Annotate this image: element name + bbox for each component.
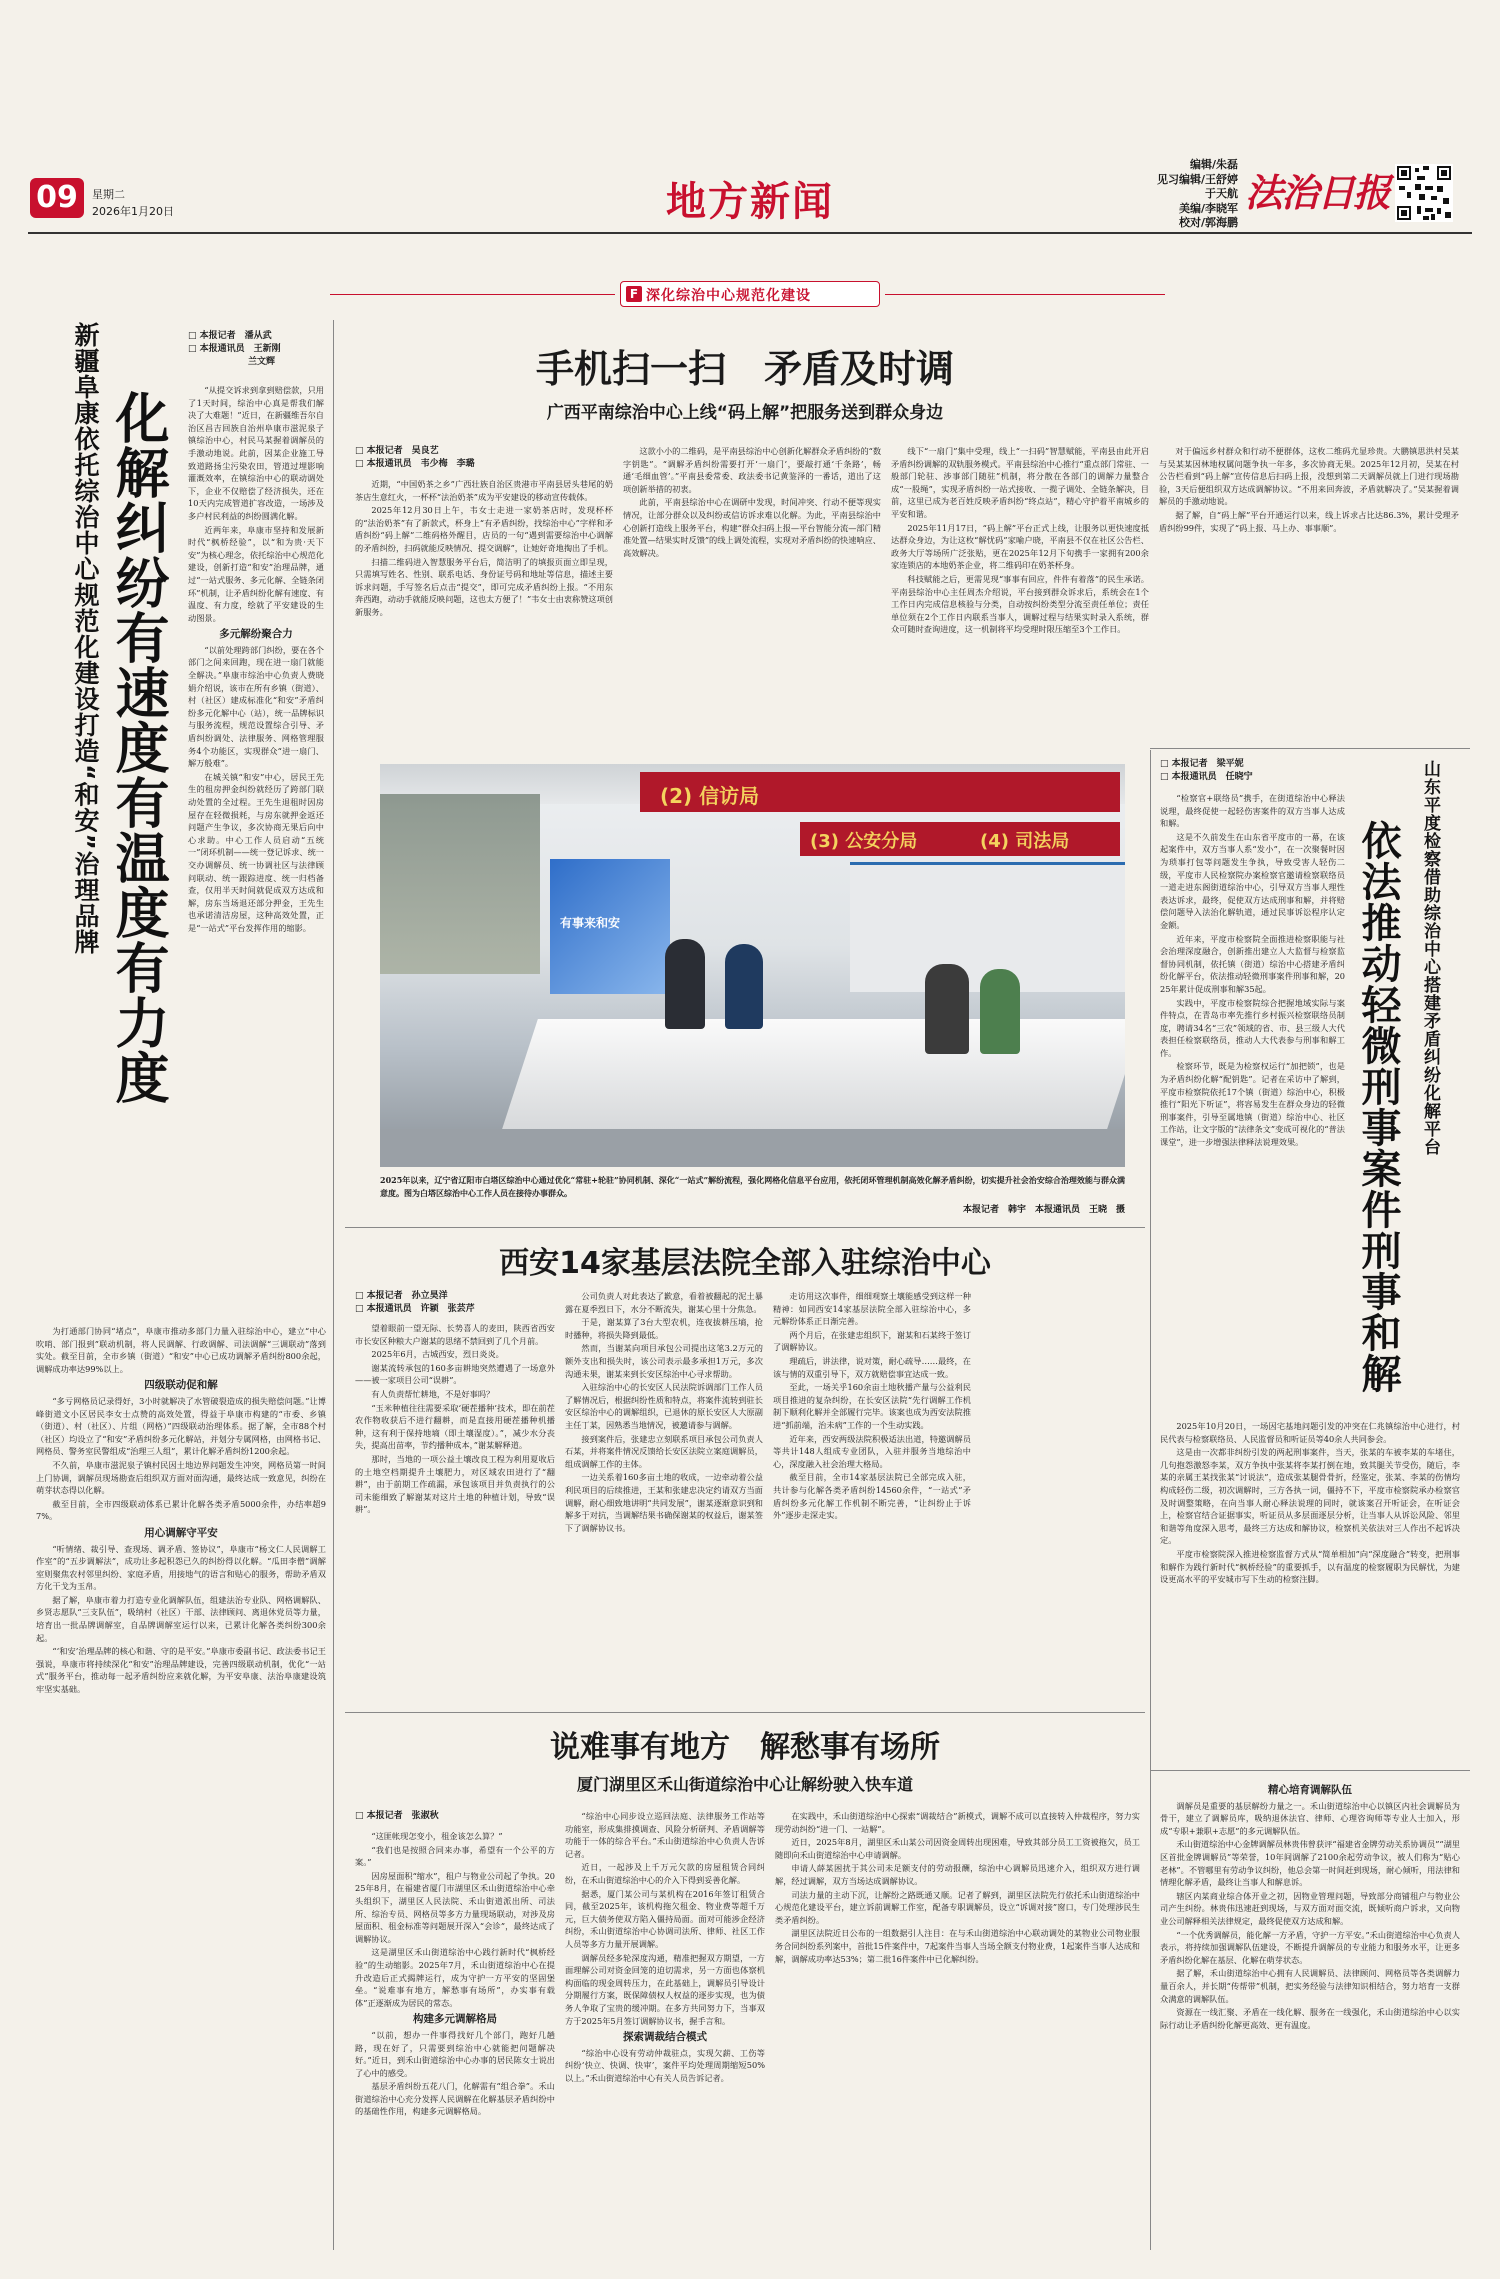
window-panel bbox=[380, 794, 540, 974]
subheading: 构建多元调解格局 bbox=[413, 2013, 497, 2026]
article1-col2 bbox=[36, 1325, 326, 2250]
article4-col3 bbox=[773, 1290, 971, 1702]
sign-text: (4) 司法局 bbox=[980, 831, 1070, 852]
byline-line: □ 本报通讯员 韦少梅 李璐 bbox=[355, 459, 475, 469]
paragraph: “以前，想办一件事得找好几个部门，跑好几趟路，现在好了，只需要到综治中心就能把问题解决好。”近日，到禾山街道综治中心办事的居民陈女士说出了心中的感受。 bbox=[355, 2029, 555, 2078]
editor-line: 校对/郭海鹏 bbox=[1178, 216, 1238, 229]
article3-col2 bbox=[1160, 1420, 1460, 1770]
paragraph: 不久前，阜康市滋泥泉子镇村民因土地边界问题发生冲突，网格员第一时间上门协调，调解员现场勘查后组织双方面对面沟通，最终达成一致意见，纠纷在萌芽状态得以化解。 bbox=[36, 1459, 326, 1496]
header-rule bbox=[28, 232, 1472, 234]
wall-slogan: 有事来和安 bbox=[560, 916, 621, 930]
paragraph: 截至目前，全市四级联动体系已累计化解各类矛盾5000余件，办结率超97%。 bbox=[36, 1498, 326, 1522]
paragraph: “以前处理跨部门纠纷，要在各个部门之间来回跑，现在进一扇门就能全解决。”阜康市综治中心负责人费晓娟介绍说，该市在所有乡镇（街道）、村（社区）建成标准化“和安”矛盾纠纷多元化解中心（站），统一品牌标识与服务流程，规范设置综合引导、矛盾纠纷调处、法律服务、网格管理服务4个功能区，实现群众“进一扇门、解万般难”。 bbox=[188, 644, 324, 769]
paragraph: 截至目前，全市14家基层法院已全部完成入驻，共计参与化解各类矛盾纠纷14560余件，“一站式”矛盾纠纷多元化解工作机制不断完善，“让纠纷止于诉外”逐步走深走实。 bbox=[773, 1472, 971, 1521]
article1-title: 化解纠纷有速度有温度有力度 bbox=[107, 390, 170, 1105]
paragraph: 司法力量的主动下沉，让解纷之路既通又顺。记者了解到，湖里区法院先行依托禾山街道综治中心规范化建设平台，建立诉前调解工作室，配备专职调解员，设立“诉调对接”窗口，专门处理涉民生类矛盾纠纷。 bbox=[775, 1889, 1140, 1925]
paragraph: 检察环节，既是为检察权运行“加把锁”，也是为矛盾纠纷化解“配钥匙”。记者在采访中了解到，平度市检察院依托17个镇（街道）综治中心，积极推行“阳光下听证”，将容易发生在群众身边的轻微刑事案件，引导至属地镇（街道）综治中心、社区工作站，让文字版的“法律条文”变成可视化的“普法课堂”，进一步增强法律释法说理效果。 bbox=[1160, 1061, 1345, 1148]
paragraph: 于是，谢某算了3台大型农机，连夜拔耕压墒，抢时播种，将损失降到最低。 bbox=[565, 1317, 763, 1340]
paragraph: 近日，一起涉及上千万元欠款的房屋租赁合同纠纷，在禾山街道综治中心的介入下得到妥善化解。 bbox=[565, 1862, 765, 1885]
section-rule bbox=[1150, 748, 1470, 749]
editor-credits bbox=[1108, 158, 1238, 231]
news-photo bbox=[380, 764, 1125, 1167]
article4-byline bbox=[355, 1290, 535, 1316]
editor-line: 美编/李晓军 bbox=[1178, 201, 1238, 215]
paragraph: 然而，当谢某向项目承包公司提出这笔3.2万元的额外支出和损失时，该公司表示最多承担1万元，多次沟通未果，谢某来到长安区综治中心寻求帮助。 bbox=[565, 1343, 763, 1379]
article2-col2 bbox=[623, 445, 881, 748]
byline-line: □ 本报记者 梁平妮 bbox=[1160, 759, 1244, 769]
paragraph: 那时，当地的一项公益土壤改良工程为利用夏收后的土地空档期提升土壤肥力，对区域农田进行了“翻耕”，由于前期工作疏漏，承包该项目并负责执行的公司未能细致了解谢某对这片土地的种植计划，导致“误耕”。 bbox=[355, 1453, 555, 1515]
byline-line: □ 本报记者 张淑秋 bbox=[355, 1811, 439, 1821]
paragraph: 对于偏远乡村群众和行动不便群体，这枚二维码尤显珍贵。大鹏镇思洪村吴某与吴某某因林地权属问题争执一年多，多次协商无果。2025年12月初，吴某在村公告栏看到“码上解”宣传信息后扫码上报，没想到第二天调解员就上门进行现场勘验，3天后便组织双方达成调解协议。“不用来回奔波，矛盾就解决了。”吴某握着调解员的手激动地说。 bbox=[1159, 446, 1459, 507]
paragraph: 湖里区法院近日公布的一组数据引人注目：在与禾山街道综治中心联动调处的某物业公司物业服务合同纠纷系列案中，首批15件案件中，7起案件当事人当场全额支付物业费，1起案件当事人达成和解，调解成功率达53%；第二批16件案件中已化解纠纷。 bbox=[775, 1928, 1140, 1964]
paragraph: 调解员是重要的基层解纷力量之一。禾山街道综治中心以镇区内社会调解员为骨干，建立了调解员库，吸纳退休法官、律师、心理咨询师等专业人士加入，形成“专职+兼职+志愿”的多元调解队伍。 bbox=[1160, 1800, 1460, 1836]
paragraph: 调解员经多轮深度沟通，精准把握双方期望，一方面理解公司对资金回笼的迫切需求，另一方面也体察机构面临的现金周转压力，在此基础上，调解员引导设计分期履行方案，既保障债权人权益的逐步实现，也为债务人争取了宝贵的缓冲期。在多方共同努力下，当事双方于2025年5月签订调解协议书，握手言和。 bbox=[565, 1952, 765, 2026]
article4-spill bbox=[981, 1290, 1141, 1702]
paragraph: 辖区内某商业综合体开业之初，因物业管理问题，导致部分商铺租户与物业公司产生纠纷。林贵伟迅速赶到现场，与双方面对面交流，既倾听商户诉求，又向物业公司解释相关法律规定，最终促使双方达成和解。 bbox=[1160, 1890, 1460, 1926]
column-divider bbox=[1150, 750, 1151, 2250]
section-title: 地方新闻 bbox=[666, 179, 834, 225]
banner-icon: F bbox=[626, 286, 642, 302]
person bbox=[665, 939, 705, 1029]
column-divider bbox=[333, 320, 334, 2250]
paragraph: 近日，2025年8月，湖里区禾山某公司因资金周转出现困难，导致其部分员工工资被拖欠，员工随即向禾山街道综治中心申请调解。 bbox=[775, 1837, 1140, 1860]
subheading: 多元解纷聚合力 bbox=[219, 628, 293, 641]
article3-title: 依法推动轻微刑事案件刑事和解 bbox=[1355, 820, 1401, 1394]
person bbox=[725, 944, 763, 1029]
paragraph: 近年来，西安两级法院积极适法出道，特邀调解员等共计148人组成专业团队，入驻并服务当地综治中心，深度融入社会治理大格局。 bbox=[773, 1433, 971, 1469]
paragraph: 据了解，禾山街道综治中心拥有人民调解员、法律顾问、网格员等各类调解力量百余人，并长期“传帮带”机制，把实务经验与法律知识相结合，努力培育一支群众满意的调解队伍。 bbox=[1160, 1968, 1460, 2004]
byline-line: □ 本报记者 潘从武 bbox=[188, 331, 272, 341]
byline-line: □ 本报记者 吴良艺 bbox=[355, 446, 439, 456]
article2-col4 bbox=[1159, 445, 1459, 748]
article5-title: 说难事有地方 解愁事有场所 bbox=[550, 1730, 940, 1765]
paragraph: 这款小小的二维码，是平南县综治中心创新化解群众矛盾纠纷的“数字钥匙”。“调解矛盾纠纷需要打开‘一扇门’，要敲打通‘千条路’，畅通‘毛细血管’。”平南县委常委、政法委书记黄鉴泽的一番话，道出了这项创新举措的初衷。 bbox=[623, 446, 881, 494]
paragraph: 这是湖里区禾山街道综治中心践行新时代“枫桥经验”的生动缩影。2025年7月，禾山街道综治中心在提升改造后正式揭牌运行，成为守护一方平安的坚固堡垒。“说难事有地方，解愁事有场所”，办实事有载体”正逐渐成为居民的常态。 bbox=[355, 1947, 555, 2008]
banner-rule-left bbox=[330, 294, 615, 295]
byline-line: 兰文辉 bbox=[248, 357, 276, 367]
article4-col1 bbox=[355, 1322, 555, 1702]
byline-line: □ 本报通讯员 王新刚 bbox=[188, 344, 281, 354]
paragraph: 基层矛盾纠纷五花八门，化解需有“组合拳”。禾山街道综治中心充分发挥人民调解在化解基层矛盾纠纷中的基础性作用，构建多元调解格局。 bbox=[355, 2081, 555, 2117]
article2-col3 bbox=[891, 445, 1149, 748]
issue-date: 2026年1月20日 bbox=[92, 205, 174, 218]
paragraph: 线下“一扇门”集中受理，线上“一扫码”智慧赋能，平南县由此开启矛盾纠纷调解的双轨服务模式。平南县综治中心推行“重点部门常驻、一般部门轮驻、涉事部门随驻”机制，将分散在各部门的调解力量整合成“一股绳”，实现矛盾纠纷一站式接收、一揽子调处、全链条解决，目前，这里已成为老百姓反映矛盾纠纷“终点站”，精心守护着平南城乡的平安和谐。 bbox=[891, 446, 1149, 519]
masthead: 法治日报 bbox=[1245, 170, 1390, 215]
paragraph: 近年来，平度市检察院全面推进检察职能与社会治理深度融合，创新推出建立人大监督与检察监督协同机制，依托镇（街道）综治中心搭建矛盾纠纷化解平台，依法推动轻微刑事案件刑事和解，2025年累计促成刑事和解35起。 bbox=[1160, 933, 1345, 994]
editor-line: 于天航 bbox=[1205, 187, 1238, 200]
paragraph: 这是不久前发生在山东省平度市的一幕，在该起案件中，双方当事人系“发小”，在一次聚餐时因为琐事打包等问题发生争执，导致受害人轻伤二级，平度市人民检察院办案检察官邀请检察联络员一道走进东阁街道综治中心，引导双方当事人理性表达诉求，最终，促使双方达成刑事和解，并将赔偿问题导入法治化解轨道，通过民事诉讼程序认定金额。 bbox=[1160, 831, 1345, 930]
paragraph: 为打通部门协同“堵点”，阜康市推动多部门力量入驻综治中心，建立“中心吹哨、部门报到”联动机制，将人民调解、行政调解、司法调解“三调联动”落到实处。截至目前，全市乡镇（街道）“和安”中心已成功调解矛盾纠纷800余起，调解成功率达99%以上。 bbox=[36, 1326, 326, 1374]
byline-line: □ 本报通讯员 任晓宁 bbox=[1160, 772, 1253, 782]
paragraph: 此前，平南县综治中心在调研中发现，时间冲突、行动不便等现实情况，让部分群众以及纠纷或信访诉求难以化解。为此，平南县综治中心创新打造线上服务平台，构建“群众扫码上报—平台智能分流—部门精准处置—结果实时反馈”的线上调处流程，实现对矛盾纠纷的快速响应、高效解决。 bbox=[623, 497, 881, 558]
subheading: 四级联动促和解 bbox=[144, 1379, 218, 1392]
paragraph: 2025年11月17日，“码上解”平台正式上线，让服务以更快速度抵达群众身边，为让这枚“解忧码”家喻户晓，平南县不仅在社区公告栏、政务大厅等场所广泛张贴，更在2025年12月下旬携手一家拥有200余家连锁店的本地奶茶企业，将二维码印在奶茶杯身。 bbox=[891, 522, 1149, 571]
floor bbox=[380, 1129, 1125, 1167]
paragraph: 两个月后，在张建忠组织下，谢某和石某终于签订了调解协议。 bbox=[773, 1329, 971, 1353]
paragraph: 禾山街道综治中心金牌调解员林贵伟曾获评“福建省金牌劳动关系协调员”“湖里区首批金牌调解员”等荣誉，10年间调解了2100余起劳动争议，被人们称为“贴心老林”。不管哪里有劳动争议纠纷，他总会第一时间赶到现场，耐心倾听，用法律和情理化解矛盾，最终让当事人和解息诉。 bbox=[1160, 1839, 1460, 1888]
article5-col3 bbox=[775, 1810, 1140, 2250]
paragraph: “玉米种植往往需要采取‘硬茬播种’技术，即在前茬农作物收获后不进行翻耕，而是直接用硬茬播种机播种，这有利于保持地墒（即土壤湿度）。”，减少水分丧失，提高出苗率，节约播种成本，”谢某解释道。 bbox=[355, 1402, 555, 1451]
paragraph: 据悉，厦门某公司与某机构在2016年签订租赁合同，截至2025年，该机构拖欠租金、物业费等超千万元，巨大债务使双方陷入僵持局面。面对可能涉企经济纠纷，禾山街道综治中心协调司法所、律师、社区工作人员等多方力量开展调解。 bbox=[565, 1888, 765, 1949]
article5-subtitle: 厦门湖里区禾山街道综治中心让解纷驶入快车道 bbox=[576, 1775, 913, 1794]
paragraph: 2025年10月20日，一场因宅基地问题引发的冲突在仁兆镇综治中心进行，村民代表与检察联络员、人民监督员和听证员等40余人共同参会。 bbox=[1160, 1421, 1460, 1444]
paragraph: 资源在一线汇聚、矛盾在一线化解、服务在一线强化，禾山街道综治中心以实际行动让矛盾纠纷化解更高效、更有温度。 bbox=[1160, 2007, 1460, 2030]
article3-subtitle: 山东平度检察借助综治中心搭建矛盾纠纷化解平台 bbox=[1420, 760, 1440, 1156]
article5-col4 bbox=[1160, 1780, 1460, 2250]
paragraph: 平度市检察院深入推进检察监督方式从“简单相加”向“深度融合”转变，把刑事和解作为践行新时代“枫桥经验”的重要抓手，以有温度的检察履职为民解忧，为建设更高水平的平安城市写下生动的检察注脚。 bbox=[1160, 1548, 1460, 1585]
section-rule bbox=[1150, 1770, 1470, 1771]
qr-code-icon bbox=[1395, 164, 1453, 222]
person bbox=[925, 964, 969, 1054]
paragraph: “综治中心同步设立巡回法庭、法律服务工作站等功能室，形成集排摸调查、风险分析研判、矛盾调解等功能于一体的综合平台。”禾山街道综治中心负责人告诉记者。 bbox=[565, 1811, 765, 1859]
subheading: 用心调解守平安 bbox=[144, 1526, 218, 1539]
weekday: 星期二 bbox=[92, 188, 125, 201]
paragraph: 公司负责人对此表达了歉意，看着被翻起的泥土暴露在夏季烈日下，水分不断流失，谢某心里十分焦急。 bbox=[565, 1291, 763, 1314]
byline-line: □ 本报记者 孙立昊洋 bbox=[355, 1291, 448, 1301]
paragraph: 接到案件后，张建忠立刻联系项目承包公司负责人石某，并将案件情况反馈给长安区法院立案庭调解员，组成调解工作的主体。 bbox=[565, 1433, 763, 1469]
article5-byline bbox=[355, 1810, 535, 1823]
photo-credit: 本报记者 韩宇 本报通讯员 王晓 摄 bbox=[962, 1205, 1125, 1215]
paragraph: 至此，一场关乎160余亩土地秋播产量与公益利民项目推进的复杂纠纷，在长安区法院“先行调解工作机制下顺利化解并全部履行完毕。该案也成为西安法院推进“抓前端，治未病”工作的一个生动实践。 bbox=[773, 1382, 971, 1430]
paragraph: 在实践中，禾山街道综治中心探索“调裁结合”新模式，调解不成可以直接转入仲裁程序，努力实现劳动纠纷“进一门、一站解”。 bbox=[775, 1811, 1140, 1834]
editor-line: 编辑/朱磊 bbox=[1189, 158, 1238, 171]
article3-col1 bbox=[1160, 792, 1345, 1412]
article1-byline bbox=[188, 330, 328, 369]
paragraph: 理疏后，讲法律，说对策，耐心疏导……最终，在该与情的双重引导下，双方就赔偿事宜达成一致。 bbox=[773, 1355, 971, 1379]
paragraph: “多亏网格员记录得好，3小时就解决了水管破裂造成的损失赔偿问题。”让博峰街道文小区居民李女士点赞的高效处置，得益于阜康市构建的“市委、乡镇（街道）、村（社区）、片组（网格）”四级联动治理体系。据了解，全市88个村（社区）均设立了“和安”矛盾纠纷多元化解站，并划分专属网格，由网格书记、网格员、警务室民警组成“治理三人组”，累计化解矛盾纠纷1200余起。 bbox=[36, 1395, 326, 1457]
article5-col2 bbox=[565, 1810, 765, 2250]
banner-rule-right bbox=[885, 294, 1165, 295]
sign-text: (3) 公安分局 bbox=[810, 831, 918, 852]
section-rule bbox=[345, 1712, 1145, 1713]
article2-col1 bbox=[355, 478, 613, 748]
paragraph: 申请人薛某困扰于其公司未足额支付的劳动报酬，综治中心调解员迅速介入，组织双方进行调解，经过调解，双方当场达成调解协议。 bbox=[775, 1863, 1140, 1886]
paragraph: 谢某流转承包的160多亩耕地突然遭遇了一场意外——被一家项目公司“误耕”。 bbox=[355, 1362, 555, 1386]
paragraph: 据了解，阜康市着力打造专业化调解队伍，组建法治专业队、网格调解队、乡贤志愿队“三支队伍”，吸纳村（社区）干部、法律顾问、离退休党员等力量，培育出一批品牌调解室，自品牌调解室运行以来，已累计化解各类纠纷300余起。 bbox=[36, 1594, 326, 1643]
paragraph: 入驻综治中心的长安区人民法院诉调部门工作人员了解情况后，根据纠纷性质和特点，将案件流转到驻长安区综治中心的调解组织，已退休的原长安区人大原副主任丁某，因熟悉当地情况，被邀请参与调解。 bbox=[565, 1382, 763, 1430]
paragraph: “‘和安’治理品牌的核心和谐、守的是平安。”阜康市委副书记、政法委书记王强说，阜康市将持续深化“和安”治理品牌建设，完善四级联动机制，优化“一站式”服务平台，推动每一起矛盾纠纷应来就化解，为平安阜康、法治阜康建设筑牢坚实基础。 bbox=[36, 1646, 326, 1695]
editor-line: 见习编辑/王舒婷 bbox=[1156, 172, 1238, 186]
banner-text: 深化综治中心规范化建设 bbox=[646, 288, 811, 304]
article4-title: 西安14家基层法院全部入驻综治中心 bbox=[499, 1246, 991, 1281]
article2-subtitle: 广西平南综治中心上线“码上解”把服务送到群众身边 bbox=[546, 403, 944, 423]
article2-byline bbox=[355, 445, 535, 471]
paragraph: “听情绪、裁引导、查现场、调矛盾、签协议”，阜康市“杨文仁人民调解工作室”的“五步调解法”，成功让多起积怨已久的纠纷得以化解。“瓜田李僧”调解室则聚焦农村邻里纠纷、家庭矛盾，用接地气的语言和贴心的服务，帮助矛盾双方化干戈为玉帛。 bbox=[36, 1543, 326, 1592]
section-rule bbox=[345, 1227, 1145, 1228]
byline-line: □ 本报通讯员 许颖 张芸芹 bbox=[355, 1304, 475, 1314]
paragraph: “我们也是按照合同来办事，希望有一个公平的方案。” bbox=[355, 1844, 555, 1868]
paragraph: 有人负责帮忙耕地，不是好事吗？ bbox=[371, 1388, 495, 1399]
paragraph: 望着眼前一望无际、长势喜人的麦田，陕西省西安市长安区种粮大户谢某的思绪不禁回到了几个月前。 bbox=[355, 1323, 555, 1346]
paragraph: 据了解，自“码上解”平台开通运行以来，线上诉求占比达86.3%，累计受理矛盾纠纷99件，实现了“码上报、马上办、事事顺”。 bbox=[1159, 509, 1459, 533]
sign-text: (2) 信访局 bbox=[660, 784, 760, 808]
counter-desk bbox=[502, 1019, 1125, 1129]
paragraph: 近期，“中国奶茶之乡”广西壮族自治区贵港市平南县居头巷尾的奶茶店生意红火，一杯杯“法治奶茶”成为平安建设的移动宣传载体。 bbox=[355, 479, 613, 502]
paragraph: 科技赋能之后，更需见现“事事有回应，件件有着落”的民生承诺。平南县综治中心主任周杰介绍说，平台接到群众诉求后，系统会在1个工作日内完成信息核验与分类，自动按纠纷类型分流至责任单位；责任单位须在2个工作日内联系当事人，调解过程与结果实时录入系统，群众可随时查询进度，这一机制将平均受理时限压缩至3个工作日。 bbox=[891, 573, 1149, 635]
paragraph: 一边关系着160多亩土地的收成，一边牵动着公益利民项目的后续推进，王某和张建忠决定约请双方当面调解，耐心细致地讲明“共同发展”，谢某逐渐意识到和解多于对抗，当调解结果书确保谢某的权益后，谢某签下了调解协议书。 bbox=[565, 1472, 763, 1533]
person bbox=[980, 969, 1020, 1054]
paragraph: 这是由一次都非纠纷引发的两起刑事案件，当天，张某的车被李某的车堵住，几句抱怨激怒李某，双方争执中张某将李某打倒在地，致其腿关节受伤，随后，李某的亲属王某找张某“讨说法”，造成张某腿骨骨折，经鉴定，张某、李某的伤情均构成轻伤二级，初次调解时，三方各执一词，僵持不下，平度市检察院承办检察官及时调整策略，在向当事人耐心释法说理的同时，就该案召开听证会，在听证会上，检察官结合证据事实，听证员从多层面逐层分析，让当事人从诉讼风险、邻里和谐等角度深入思考，最终三方达成和解协议，检察机关依法对三人作出不起诉决定。 bbox=[1160, 1447, 1460, 1546]
paragraph: 2025年12月30日上午，韦女士走进一家奶茶店时，发现杯杯的“法治奶茶”有了新款式，杯身上“有矛盾纠纷，找综治中心”字样和矛盾纠纷“码上解”二维码格外醒目，店员的一句“遇到需要综治中心调解的矛盾纠纷，扫码就能反映情况、提交调解”，让她好奇地掏出了手机。 bbox=[355, 505, 613, 553]
article4-col2 bbox=[565, 1290, 763, 1702]
subheading: 探索调裁结合模式 bbox=[623, 2031, 707, 2044]
page-number: 09 bbox=[36, 180, 78, 215]
paragraph: 因房屋面积“缩水”，租户与物业公司起了争执。2025年8月，在福建省厦门市湖里区禾山街道综治中心牵头组织下，湖里区人民法院、禾山街道派出所、司法所、综治专员、网格员等多方力量现场联动，对涉及房屋面积、租金标准等问题展开深入“会诊”，最终达成了调解协议。 bbox=[355, 1870, 555, 1944]
article5-col1 bbox=[355, 1830, 555, 2250]
article2-title: 手机扫一扫 矛盾及时调 bbox=[535, 347, 954, 391]
paragraph: 在城关镇“和安”中心，居民王先生的租房押金纠纷就经历了跨部门联动处置的全过程。王先生退租时因房屋存在轻微损耗，与房东就押金返还问题产生争议，多次协商无果后向中心求助。中心工作人员启动“五统一”闭环机制——统一登记诉求、统一交办调解员、统一协调社区与法律顾问联动、统一跟踪进度、统一归档备查，仅用半天时间就促成双方达成和解，房东当场退还部分押金，王先生也承诺清洁房屋，这种高效处置，正是“一站式”平台发挥作用的缩影。 bbox=[188, 771, 324, 933]
paragraph: “这匪帐现怎变小，租金该怎么算？” bbox=[371, 1831, 503, 1841]
paragraph: 实践中，平度市检察院综合把握地域实际与案件特点，在青岛市率先推行乡村振兴检察联络员制度，聘请34名“三农”领域的省、市、县三级人大代表担任检察联络员，推动人大代表参与刑事和解工作。 bbox=[1160, 997, 1345, 1058]
article1-subtitle: 新疆阜康依托综治中心规范化建设打造“和安”治理品牌 bbox=[71, 322, 100, 955]
paragraph: “从提交诉求到拿到赔偿款，只用了1天时间，综治中心真是帮我们解决了大难题！”近日，在新疆维吾尔自治区昌吉回族自治州阜康市滋泥泉子镇综治中心，村民马某握着调解员的手激动地说。此前，因某企业施工导致道路扬尘污染农田，管道过埋影响灌溉效率，在镇综治中心的联动调处下，企业不仅赔偿了经济损失，还在10天内完成管道扩容改造，一场涉及多户村民利益的纠纷圆满化解。 bbox=[188, 385, 324, 521]
paragraph: 走访用这次事件，细细观察土壤能感受到这样一种精神：如同西安14家基层法院全部入驻综治中心，多元解纷体系正日渐完善。 bbox=[773, 1291, 971, 1327]
paragraph: “综治中心设有劳动仲裁驻点，实现欠薪、工伤等纠纷‘快立、快调、快审’，案件平均处理周期缩短50%以上。”禾山街道综治中心有关人员告诉记者。 bbox=[565, 2047, 765, 2083]
article1-col1 bbox=[188, 384, 324, 1319]
paragraph: 2025年6月，古城西安，烈日炎炎。 bbox=[371, 1349, 504, 1360]
subheading: 精心培育调解队伍 bbox=[1268, 1784, 1352, 1796]
paragraph: 扫描二维码进入智慧服务平台后，简洁明了的填报页面立即呈现，只需填写姓名、性别、联系电话、身份证号码和地址等信息，描述主要诉求问题，手写签名后点击“提交”，即可完成矛盾纠纷上报。“不用东奔西跑，动动手就能反映问题，这也太方便了！”韦女士由衷称赞这项创新服务。 bbox=[355, 556, 613, 617]
paragraph: “一个优秀调解员，能化解一方矛盾，守护一方平安。”禾山街道综治中心负责人表示，将持续加强调解队伍建设，不断提升调解员的专业能力和服务水平，让更多矛盾纠纷化解在基层、化解在萌芽状态。 bbox=[1160, 1929, 1460, 1965]
paragraph: “检察官+联络员”携手，在街道综治中心释法说理，最终促使一起轻伤害案件的双方当事人达成和解。 bbox=[1160, 793, 1345, 829]
article3-byline bbox=[1160, 758, 1340, 784]
paragraph: 近两年来，阜康市坚持和发展新时代“枫桥经验”，以“和为贵·天下安”为核心理念，依托综治中心规范化建设，创新打造“和安”治理品牌，通过“一站式服务、多元化解、全链条闭环”机制，让矛盾纠纷化解有速度、有温度、有力度，绘就了平安建设的生动图景。 bbox=[188, 524, 324, 623]
photo-caption: 2025年以来，辽宁省辽阳市白塔区综治中心通过优化“常驻+轮驻”协同机制、深化“一站式”解纷流程，强化网格化信息平台应用，依托闭环管理机制高效化解矛盾纠纷，切实提升社会治安综合治理效能与群众满意度。图为白塔区综治中心工作人员在接待办事群众。 bbox=[380, 1175, 1125, 1198]
